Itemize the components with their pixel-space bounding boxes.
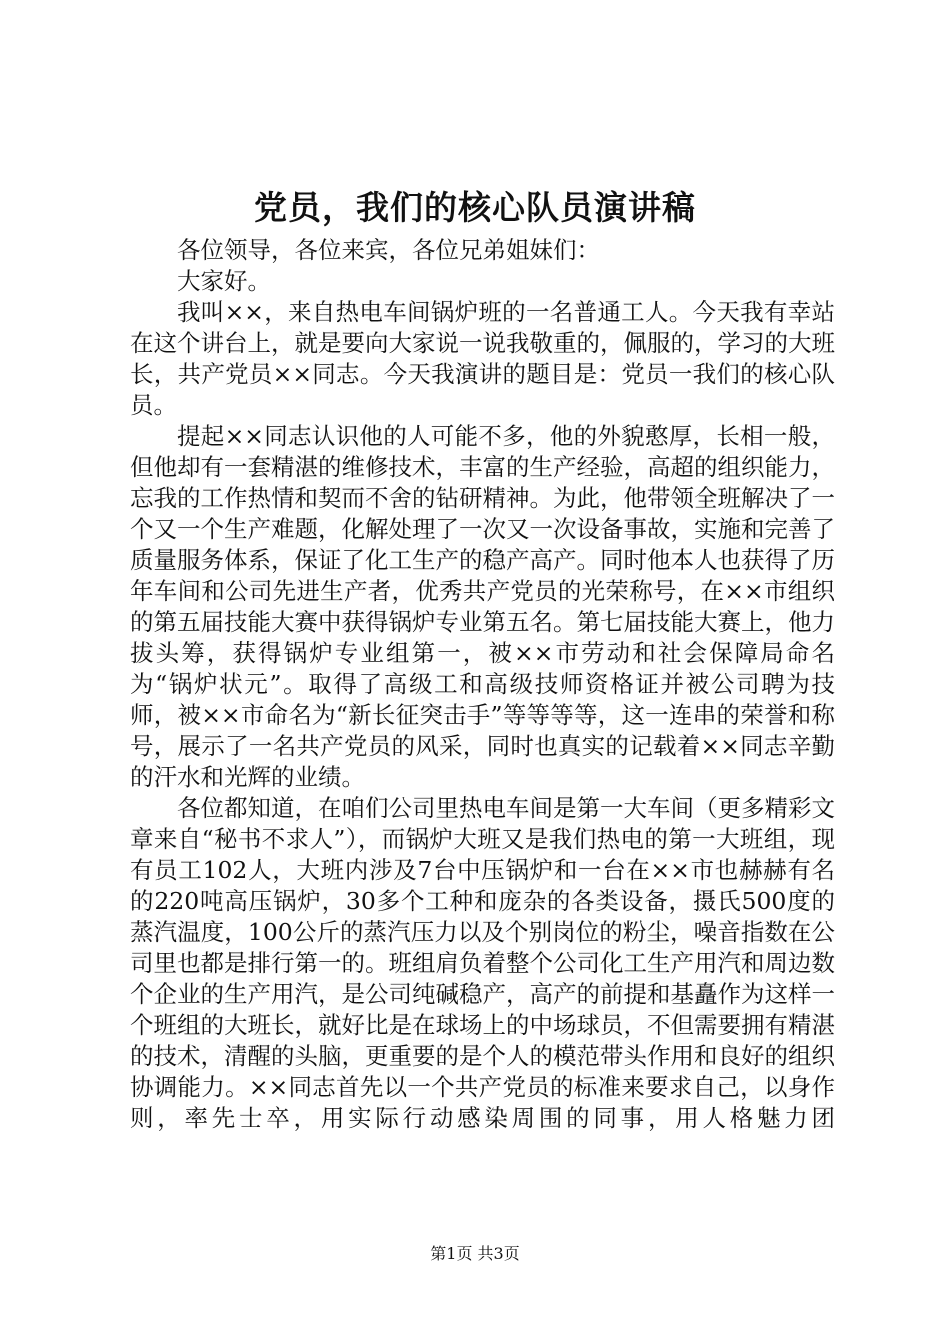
page-footer: 第1页 共3页 <box>430 1244 520 1263</box>
achievements-paragraph: 提起××同志认识他的人可能不多，他的外貌憨厚，长相一般，但他却有一套精湛的维修技术，丰富的生产经验，高超的组织能力，忘我的工作热情和契而不舍的钻研精神。为此，他带领全班解决了一个又一个生产难题，化解处理了一次又一次设备事故，实施和完善了质量服务体系，保证了化工生产的稳产高产。同时他本人也获得了历年车间和公司先进生产者，优秀共产党员的光荣称号，在××市组织的第五届技能大赛中获得锅炉专业第五名。第七届技能大赛上，他力拔头筹，获得锅炉专业组第一，被××市劳动和社会保障局命名为“锅炉状元”。取得了高级工和高级技师资格证并被公司聘为技师，被××市命名为“新长征突击手”等等等等，这一连串的荣誉和称号，展示了一名共产党员的风采，同时也真实的记载着××同志辛勤的汗水和光辉的业绩。 <box>130 422 835 791</box>
team-paragraph: 各位都知道，在咱们公司里热电车间是第一大车间（更多精彩文章来自“秘书不求人”），而锅炉大班又是我们热电的第一大班组，现有员工102人，大班内涉及7台中压锅炉和一台在××市也赫赫有名的220吨高压锅炉，30多个工种和庞杂的各类设备，摄氏500度的蒸汽温度，100公斤的蒸汽压力以及个别岗位的粉尘，噪音指数在公司里也都是排行第一的。班组肩负着整个公司化工生产用汽和周边数个企业的生产用汽，是公司纯碱稳产，高产的前提和基矗作为这样一个班组的大班长，就好比是在球场上的中场球员，不但需要拥有精湛的技术，清醒的头脑，更重要的是个人的模范带头作用和良好的组织协调能力。××同志首先以一个共产党员的标准来要求自己，以身作则，率先士卒，用实际行动感染周围的同事，用人格魅力团 <box>130 794 835 1132</box>
intro-paragraph: 我叫××，来自热电车间锅炉班的一名普通工人。今天我有幸站在这个讲台上，就是要向大家说一说我敬重的，佩服的，学习的大班长，共产党员××同志。今天我演讲的题目是：党员一我们的核心队员。 <box>130 298 835 419</box>
document-body <box>130 235 835 1134</box>
document-title: 党员，我们的核心队员演讲稿 <box>254 188 696 227</box>
greeting-paragraph: 各位领导，各位来宾，各位兄弟姐妹们： <box>177 236 600 264</box>
salutation-paragraph: 大家好。 <box>177 267 271 295</box>
